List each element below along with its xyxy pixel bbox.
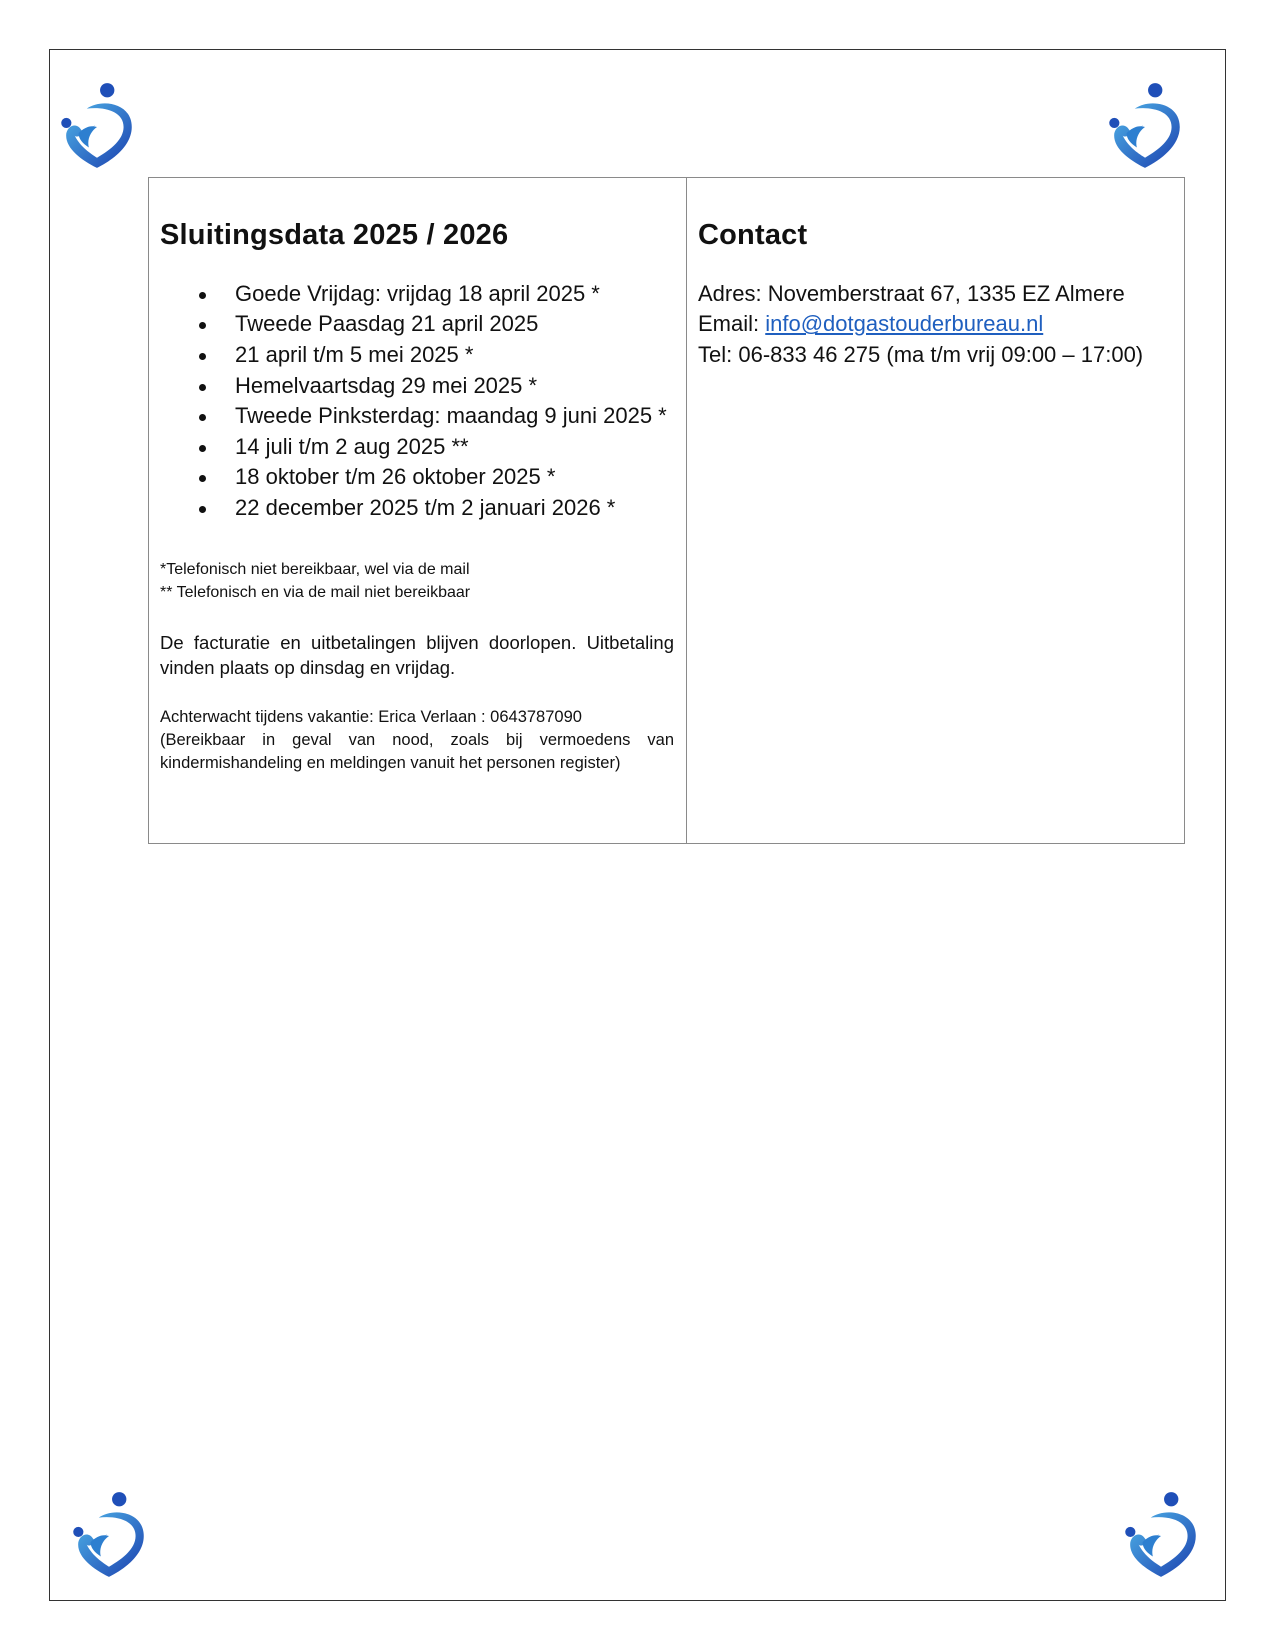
info-table <box>148 177 1185 844</box>
contact-column <box>687 178 1184 843</box>
closure-item: Tweede Pinksterdag: maandag 9 juni 2025 * <box>235 401 674 432</box>
heart-family-logo-icon <box>68 1489 150 1581</box>
heart-family-logo-icon <box>56 80 138 172</box>
backup-line: Achterwacht tijdens vakantie: Erica Verlaan : 0643787090 <box>160 707 582 726</box>
backup-contact <box>160 706 674 775</box>
closures-title: Sluitingsdata 2025 / 2026 <box>160 219 509 251</box>
contact-title: Contact <box>698 219 808 251</box>
contact-details <box>698 279 1176 371</box>
closure-item: Hemelvaartsdag 29 mei 2025 * <box>235 371 674 402</box>
footnotes <box>160 558 674 604</box>
heart-family-logo-icon <box>1120 1489 1202 1581</box>
billing-note: De facturatie en uitbetalingen blijven doorlopen. Uitbetaling vinden plaats op dinsdag en vrijdag. <box>160 631 674 678</box>
closure-item: 14 juli t/m 2 aug 2025 ** <box>235 432 674 463</box>
contact-email-row <box>698 309 1176 340</box>
footnote-double-star: ** Telefonisch en via de mail niet bereikbaar <box>160 583 471 601</box>
closure-item: 21 april t/m 5 mei 2025 * <box>235 340 674 371</box>
contact-phone: Tel: 06-833 46 275 (ma t/m vrij 09:00 – 17:00) <box>698 341 1144 367</box>
closures-column <box>149 178 687 843</box>
contact-address: Adres: Novemberstraat 67, 1335 EZ Almere <box>698 280 1125 306</box>
closure-item: Goede Vrijdag: vrijdag 18 april 2025 * <box>235 279 674 310</box>
contact-email-link[interactable]: info@dotgastouderbureau.nl <box>765 311 1044 337</box>
heart-family-logo-icon <box>1104 80 1186 172</box>
backup-note: (Bereikbaar in geval van nood, zoals bij vermoedens van kindermishandeling en meldingen vanuit het personen register) <box>160 730 674 772</box>
contact-email-label: Email: <box>698 311 766 337</box>
closures-list <box>160 279 674 524</box>
footnote-single-star: *Telefonisch niet bereikbaar, wel via de mail <box>160 560 470 578</box>
closure-item: Tweede Paasdag 21 april 2025 <box>235 309 674 340</box>
closure-item: 22 december 2025 t/m 2 januari 2026 * <box>235 493 674 524</box>
closure-item: 18 oktober t/m 26 oktober 2025 * <box>235 462 674 493</box>
